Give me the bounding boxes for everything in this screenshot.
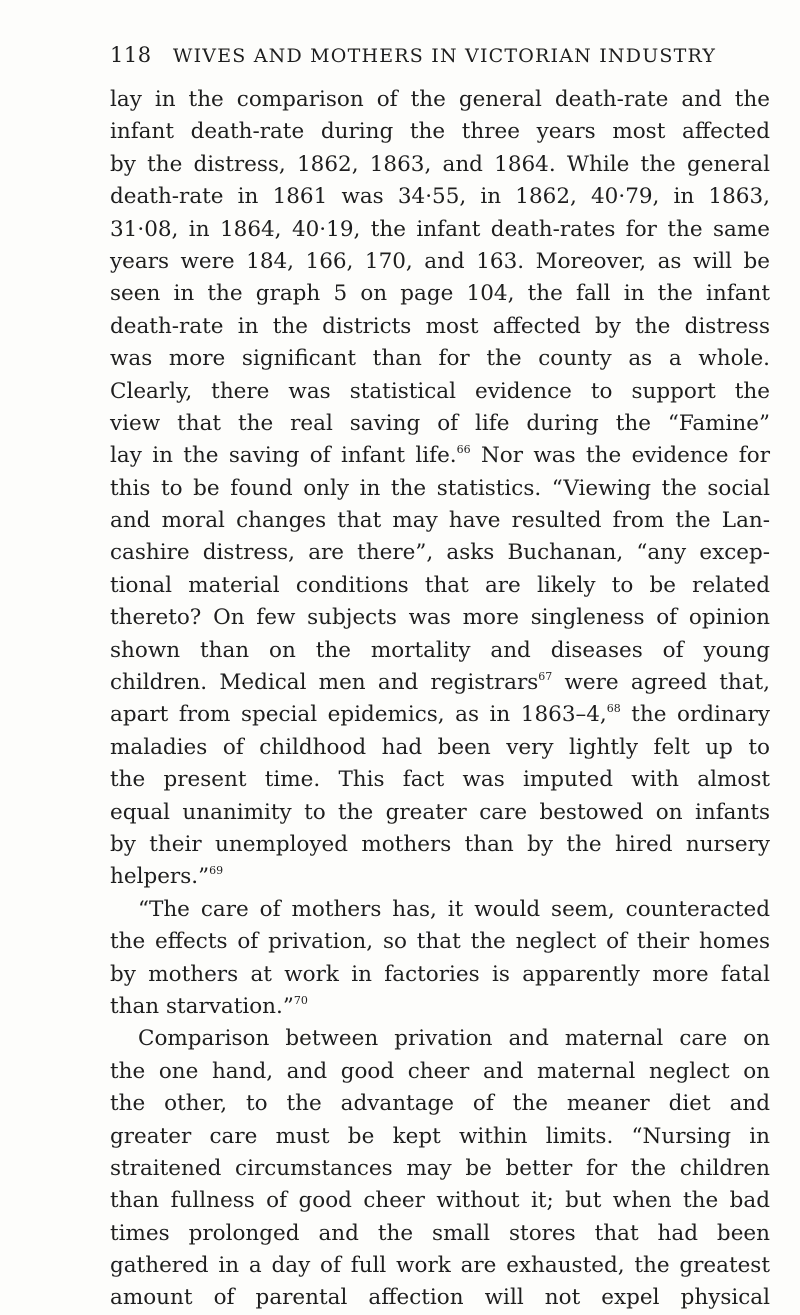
line-text: than starvation.” (110, 993, 294, 1019)
line-text: view that the real saving of life during the “Famine” (110, 410, 770, 436)
line-text: death-rate in 1861 was 34·55, in 1862, 40·79, in 1863, (110, 184, 770, 210)
line-text: the other, to the advantage of the meaner diet and (110, 1091, 770, 1117)
line-text: infant death-rate during the three years most affected (110, 119, 770, 145)
line-text: amount of parental affection will not expel physical (110, 1285, 770, 1311)
text-line (110, 602, 770, 634)
line-text: by mothers at work in factories is apparently more fatal (110, 961, 770, 987)
line-text: Clearly, there was statistical evidence to support the (110, 378, 770, 404)
running-head (110, 40, 746, 70)
text-line (110, 84, 770, 116)
line-text: shown than on the mortality and diseases of young (110, 637, 770, 663)
line-text: the effects of privation, so that the neglect of their homes (110, 929, 770, 955)
line-text: and moral changes that may have resulted from the Lan- (110, 508, 770, 534)
text-line (110, 570, 770, 602)
text-line (110, 1023, 770, 1055)
line-text-after-note: were agreed that, (552, 670, 770, 696)
line-text: by their unemployed mothers than by the hired nursery (110, 831, 770, 857)
text-line (110, 991, 770, 1023)
line-text: years were 184, 166, 170, and 163. Moreover, as will be (110, 248, 770, 274)
body-text (110, 84, 770, 1315)
line-text: gathered in a day of full work are exhausted, the greatest (110, 1253, 770, 1279)
text-line (110, 278, 770, 310)
text-line (110, 149, 770, 181)
line-text: was more significant than for the county as a whole. (110, 346, 770, 372)
text-line (110, 667, 770, 699)
text-line (110, 926, 770, 958)
text-line (110, 1218, 770, 1250)
line-text: tional material conditions that are likely to be related (110, 572, 770, 598)
page-number: 118 (110, 43, 152, 67)
line-text: maladies of childhood had been very lightly felt up to (110, 734, 770, 760)
text-line (110, 505, 770, 537)
line-text: straitened circumstances may be better for the children (110, 1155, 770, 1181)
line-text: equal unanimity to the greater care bestowed on infants (110, 799, 770, 825)
line-text: times prolonged and the small stores that had been (110, 1220, 770, 1246)
text-line (110, 311, 770, 343)
text-line (110, 440, 770, 472)
line-text: the present time. This fact was imputed with almost (110, 767, 770, 793)
text-line (110, 959, 770, 991)
text-line (110, 408, 770, 440)
text-line (110, 1056, 770, 1088)
text-line (110, 214, 770, 246)
line-text: helpers.” (110, 864, 210, 890)
text-line (110, 1185, 770, 1217)
footnote-ref: 69 (209, 864, 224, 878)
text-line (110, 1250, 770, 1282)
text-line (110, 376, 770, 408)
line-text: 31·08, in 1864, 40·19, the infant death-rates for the same (110, 216, 770, 242)
line-text: cashire distress, are there”, asks Buchanan, “any excep- (110, 540, 770, 566)
line-text: lay in the saving of infant life. (110, 443, 457, 469)
footnote-ref: 66 (456, 443, 471, 457)
line-text-after-note: Nor was the evidence for (470, 443, 770, 469)
line-text: than fullness of good cheer without it; but when the bad (110, 1188, 770, 1214)
text-line (110, 1121, 770, 1153)
footnote-ref: 70 (293, 993, 308, 1007)
text-line (110, 181, 770, 213)
line-text: by the distress, 1862, 1863, and 1864. While the general (110, 151, 770, 177)
line-text-after-note: the ordinary (620, 702, 770, 728)
line-text: lay in the comparison of the general death-rate and the (110, 87, 770, 112)
text-line (110, 116, 770, 148)
line-text: children. Medical men and registrars (110, 670, 539, 696)
text-line (110, 829, 770, 861)
line-text: Comparison between privation and maternal care on (138, 1026, 770, 1052)
text-line (110, 699, 770, 731)
line-text: thereto? On few subjects was more singleness of opinion (110, 605, 770, 631)
text-line (110, 635, 770, 667)
running-title: WIVES AND MOTHERS IN VICTORIAN INDUSTRY (172, 45, 717, 67)
text-line (110, 473, 770, 505)
line-text: seen in the graph 5 on page 104, the fall in the infant (110, 281, 770, 307)
text-line (110, 537, 770, 569)
text-line (110, 1153, 770, 1185)
text-line (110, 861, 770, 893)
line-text: the one hand, and good cheer and maternal neglect on (110, 1058, 770, 1084)
line-text: death-rate in the districts most affected by the distress (110, 313, 770, 339)
text-line (110, 246, 770, 278)
text-line (110, 797, 770, 829)
text-line (110, 894, 770, 926)
text-line (110, 343, 770, 375)
footnote-ref: 68 (606, 702, 621, 716)
line-text: apart from special epidemics, as in 1863–4, (110, 702, 607, 728)
text-line (110, 1282, 770, 1314)
text-line (110, 1088, 770, 1120)
line-text: greater care must be kept within limits. “Nursing in (110, 1123, 770, 1149)
line-text: this to be found only in the statistics. “Viewing the social (110, 475, 770, 501)
line-text: “The care of mothers has, it would seem, counteracted (138, 896, 770, 922)
footnote-ref: 67 (538, 670, 553, 684)
text-line (110, 764, 770, 796)
text-line (110, 732, 770, 764)
